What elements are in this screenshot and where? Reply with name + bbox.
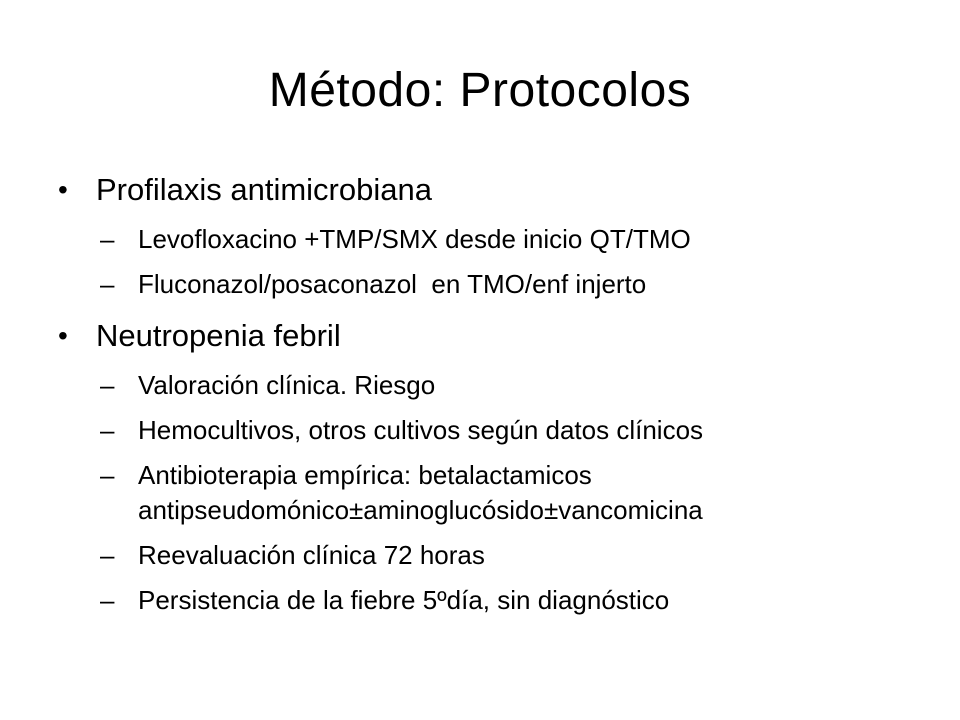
- bullet-profilaxis: [58, 168, 938, 212]
- sub-bullet-text: Reevaluación clínica 72 horas: [138, 540, 485, 570]
- slide-content: [58, 168, 938, 618]
- sub-bullet-text: Valoración clínica. Riesgo: [138, 370, 436, 400]
- dash-icon: –: [100, 585, 115, 615]
- sub-bullet-text: Fluconazol/posaconazol en TMO/enf injerto: [138, 269, 647, 299]
- dash-icon: –: [100, 540, 115, 570]
- sub-bullet-text: Hemocultivos, otros cultivos según datos clínicos: [138, 415, 704, 445]
- dash-icon: –: [100, 370, 115, 400]
- sub-bullet-text: Persistencia de la fiebre 5ºdía, sin diagnóstico: [138, 585, 670, 615]
- sub-bullet: [58, 368, 938, 403]
- sub-bullet: [58, 413, 938, 448]
- sub-bullet: [58, 583, 938, 618]
- sub-bullet: [58, 538, 938, 573]
- slide-title: Método: Protocolos: [268, 64, 692, 117]
- sub-bullet: [58, 267, 938, 302]
- dash-icon: –: [100, 460, 115, 490]
- sub-bullet-text: Antibioterapia empírica: betalactamicos antipseudomónico±aminoglucósido±vancomicina: [138, 460, 703, 525]
- dash-icon: –: [100, 269, 115, 299]
- bullet-heading: Profilaxis antimicrobiana: [96, 172, 432, 207]
- sub-bullet: [58, 222, 938, 257]
- bullet-icon: •: [58, 174, 68, 205]
- sub-bullet-text: Levofloxacino +TMP/SMX desde inicio QT/TMO: [138, 224, 691, 254]
- bullet-icon: •: [58, 320, 68, 351]
- dash-icon: –: [100, 415, 115, 445]
- dash-icon: –: [100, 224, 115, 254]
- bullet-heading: Neutropenia febril: [96, 318, 341, 353]
- bullet-neutropenia: [58, 314, 938, 358]
- sub-bullet: [58, 458, 838, 528]
